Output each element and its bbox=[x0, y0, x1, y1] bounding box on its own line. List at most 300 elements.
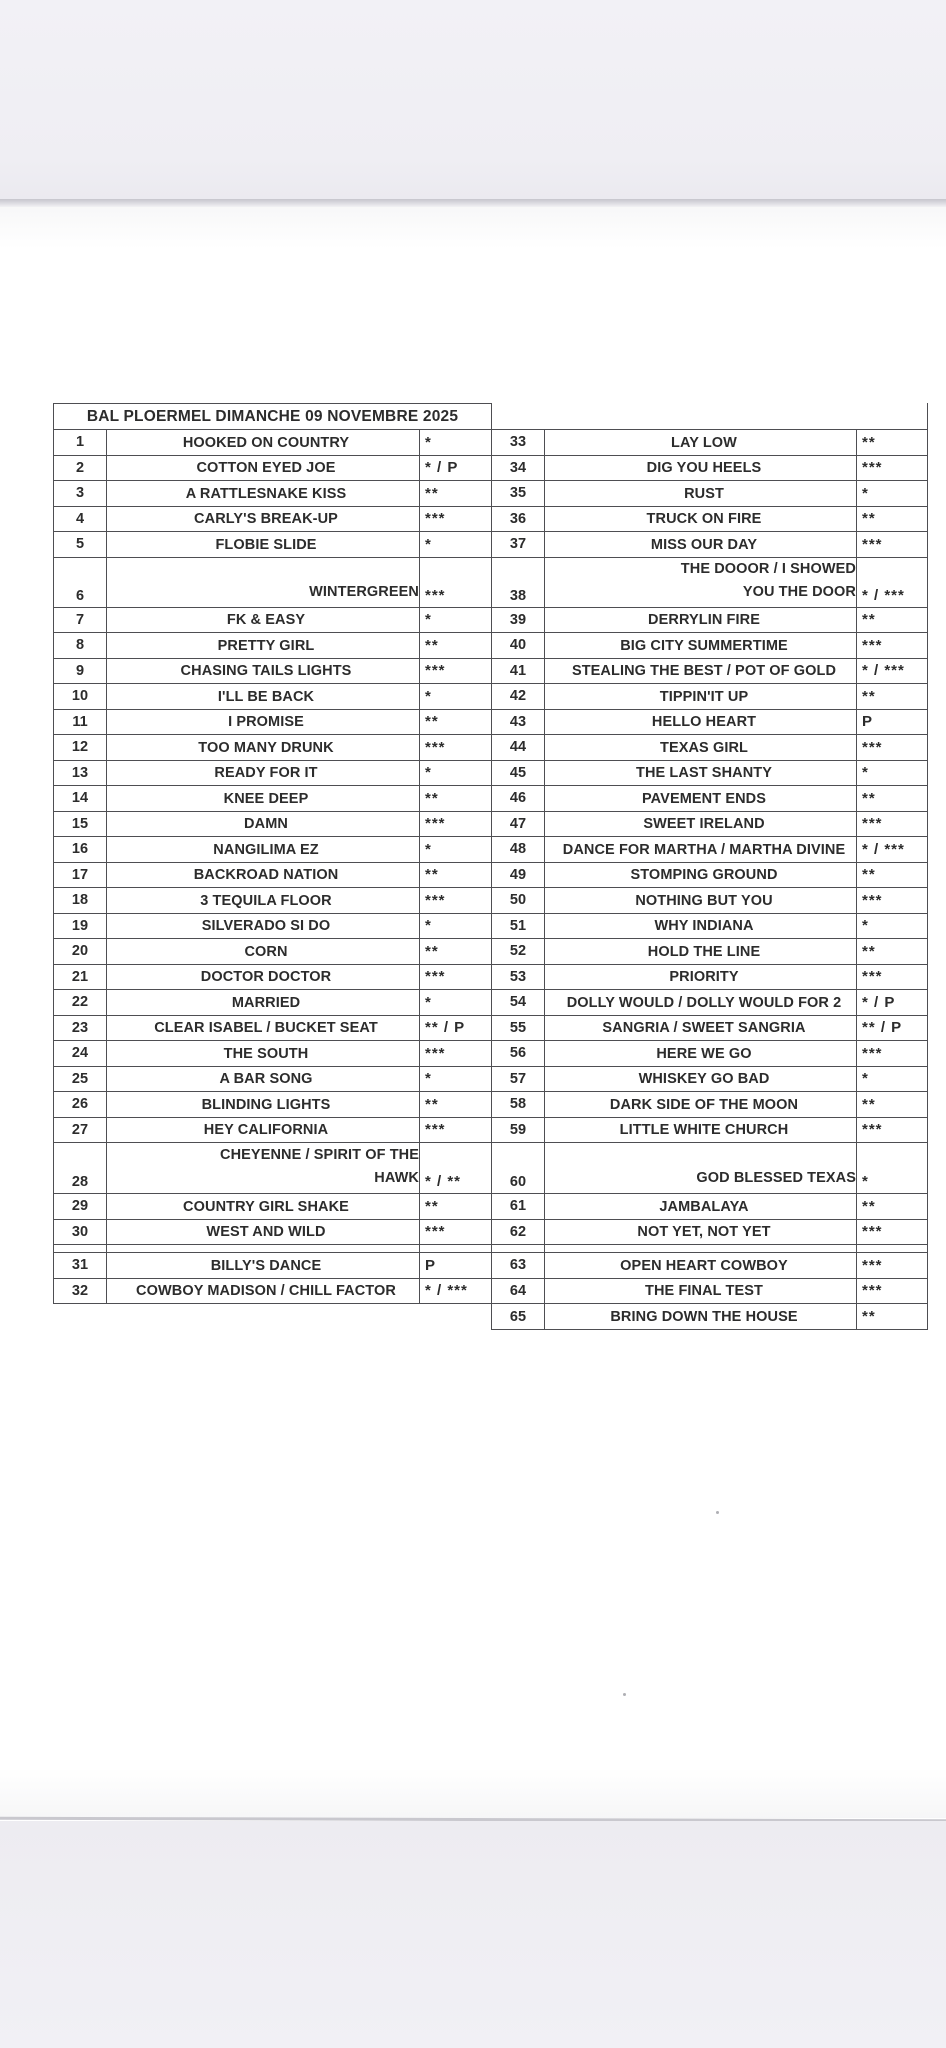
song-number: 5 bbox=[53, 532, 107, 558]
table-row bbox=[53, 1279, 928, 1305]
song-title-cell bbox=[107, 837, 420, 863]
song-title: HEY CALIFORNIA bbox=[203, 1122, 329, 1138]
song-number: 21 bbox=[53, 965, 107, 991]
song-title-cell bbox=[545, 456, 857, 482]
song-title: SANGRIA / SWEET SANGRIA bbox=[602, 1020, 806, 1036]
table-row bbox=[53, 1067, 928, 1093]
difficulty-marks: * bbox=[420, 430, 492, 456]
song-title: I PROMISE bbox=[228, 714, 304, 730]
header-void-cell bbox=[492, 403, 545, 430]
difficulty-marks: ** / P bbox=[857, 1016, 928, 1042]
song-title: COWBOY MADISON / CHILL FACTOR bbox=[136, 1283, 396, 1299]
song-title: WHY INDIANA bbox=[654, 918, 754, 934]
song-number: 16 bbox=[53, 837, 107, 863]
song-number: 57 bbox=[492, 1067, 545, 1093]
song-number: 30 bbox=[53, 1220, 107, 1246]
song-title-cell bbox=[545, 659, 857, 685]
song-title-cell bbox=[545, 837, 857, 863]
song-title: WHISKEY GO BAD bbox=[638, 1071, 770, 1087]
song-title: I'LL BE BACK bbox=[217, 688, 315, 705]
song-title-cell bbox=[545, 1220, 857, 1246]
song-title: PRIORITY bbox=[669, 969, 739, 985]
song-title-cell bbox=[545, 888, 857, 914]
difficulty-marks: *** bbox=[857, 1253, 928, 1279]
song-number: 27 bbox=[53, 1118, 107, 1144]
table-row bbox=[53, 1253, 928, 1279]
song-title: WINTERGREEN bbox=[309, 583, 419, 600]
song-number: 2 bbox=[53, 456, 107, 482]
table-row bbox=[53, 990, 928, 1016]
song-title-cell bbox=[107, 914, 420, 940]
song-title-cell bbox=[545, 735, 857, 761]
song-title-cell bbox=[107, 430, 420, 456]
song-number: 28 bbox=[53, 1143, 107, 1194]
song-number: 24 bbox=[53, 1041, 107, 1067]
difficulty-marks bbox=[420, 1245, 492, 1253]
table-row bbox=[53, 735, 928, 761]
song-title-cell bbox=[107, 1279, 420, 1305]
difficulty-marks: ** bbox=[857, 608, 928, 634]
song-title-cell bbox=[545, 608, 857, 634]
difficulty-marks: ** bbox=[420, 633, 492, 659]
difficulty-marks: *** bbox=[420, 1118, 492, 1144]
song-number: 64 bbox=[492, 1279, 545, 1305]
song-title: GOD BLESSED TEXAS bbox=[696, 1170, 856, 1186]
song-number: 22 bbox=[53, 990, 107, 1016]
song-title-cell bbox=[107, 608, 420, 634]
difficulty-marks: ** bbox=[420, 1092, 492, 1118]
song-number: 34 bbox=[492, 456, 545, 482]
song-title: BLINDING LIGHTS bbox=[201, 1096, 331, 1113]
song-number: 26 bbox=[53, 1092, 107, 1118]
song-title-cell bbox=[107, 1118, 420, 1144]
song-number: 9 bbox=[53, 659, 107, 685]
difficulty-marks: ** bbox=[857, 1304, 928, 1330]
song-title-cell bbox=[107, 965, 420, 991]
difficulty-marks: *** bbox=[420, 965, 492, 991]
table-row bbox=[53, 761, 928, 787]
difficulty-marks: * bbox=[857, 1067, 928, 1093]
table-row bbox=[53, 1245, 928, 1253]
table-row bbox=[53, 430, 928, 456]
song-title: HOLD THE LINE bbox=[647, 943, 761, 960]
difficulty-marks: *** bbox=[857, 1041, 928, 1067]
song-title-cell bbox=[545, 990, 857, 1016]
song-title-line2: YOU THE DOOR bbox=[738, 583, 856, 600]
song-title-cell bbox=[545, 914, 857, 940]
song-title-cell bbox=[107, 456, 420, 482]
song-title-cell bbox=[545, 430, 857, 456]
difficulty-marks: * bbox=[857, 761, 928, 787]
difficulty-marks: * / *** bbox=[857, 558, 928, 608]
table-row bbox=[53, 812, 928, 838]
table-header-row bbox=[53, 403, 928, 430]
difficulty-marks: ** bbox=[857, 939, 928, 965]
song-title-cell bbox=[545, 1118, 857, 1144]
song-title: HELLO HEART bbox=[651, 714, 757, 730]
song-title: THE FINAL TEST bbox=[645, 1283, 763, 1299]
difficulty-marks: *** bbox=[857, 1279, 928, 1305]
song-number: 49 bbox=[492, 863, 545, 889]
song-number: 38 bbox=[492, 558, 545, 608]
song-number: 25 bbox=[53, 1067, 107, 1093]
song-title-cell bbox=[545, 1041, 857, 1067]
difficulty-marks: ** bbox=[420, 863, 492, 889]
song-title: HERE WE GO bbox=[656, 1045, 752, 1062]
difficulty-marks: ** bbox=[420, 786, 492, 812]
song-title: HOOKED ON COUNTRY bbox=[182, 434, 350, 451]
song-title-cell bbox=[545, 684, 857, 710]
paper-speck bbox=[716, 1511, 719, 1514]
song-title: KNEE DEEP bbox=[223, 790, 309, 807]
song-title: CARLY'S BREAK-UP bbox=[194, 511, 338, 527]
difficulty-marks: * / *** bbox=[857, 837, 928, 863]
difficulty-marks: ** bbox=[420, 939, 492, 965]
song-title-cell bbox=[107, 659, 420, 685]
song-number: 59 bbox=[492, 1118, 545, 1144]
song-title: NOT YET, NOT YET bbox=[637, 1224, 771, 1240]
difficulty-marks: ** bbox=[420, 1194, 492, 1220]
song-title: FLOBIE SLIDE bbox=[215, 536, 317, 553]
song-number: 65 bbox=[492, 1304, 545, 1330]
song-number: 40 bbox=[492, 633, 545, 659]
song-title: BIG CITY SUMMERTIME bbox=[620, 637, 788, 654]
table-row bbox=[53, 633, 928, 659]
table-row bbox=[53, 558, 928, 608]
difficulty-marks: * bbox=[420, 990, 492, 1016]
difficulty-marks: *** bbox=[420, 507, 492, 533]
song-title-cell bbox=[545, 1245, 857, 1253]
song-number: 42 bbox=[492, 684, 545, 710]
song-title-cell bbox=[107, 1245, 420, 1253]
song-title-cell bbox=[107, 735, 420, 761]
table-row bbox=[53, 914, 928, 940]
song-title: BRING DOWN THE HOUSE bbox=[610, 1309, 798, 1325]
difficulty-marks: * bbox=[420, 914, 492, 940]
song-title: A BAR SONG bbox=[219, 1071, 313, 1087]
song-title: COTTON EYED JOE bbox=[196, 460, 336, 476]
difficulty-marks: * bbox=[420, 684, 492, 710]
song-table-body bbox=[53, 430, 928, 1330]
difficulty-marks: *** bbox=[420, 735, 492, 761]
song-title-cell bbox=[545, 1092, 857, 1118]
table-row bbox=[53, 1194, 928, 1220]
song-title-cell bbox=[107, 1143, 420, 1194]
song-number: 3 bbox=[53, 481, 107, 507]
table-row bbox=[53, 965, 928, 991]
song-title-cell bbox=[107, 633, 420, 659]
song-title: NANGILIMA EZ bbox=[213, 841, 319, 858]
song-title-cell bbox=[545, 761, 857, 787]
header-void-cell bbox=[545, 403, 857, 430]
song-title-cell bbox=[545, 532, 857, 558]
difficulty-marks: *** bbox=[857, 812, 928, 838]
song-title-cell bbox=[545, 1194, 857, 1220]
song-list-table bbox=[53, 403, 928, 1330]
song-title-cell bbox=[107, 1067, 420, 1093]
song-title-cell bbox=[545, 1253, 857, 1279]
song-title-cell bbox=[107, 812, 420, 838]
song-number: 7 bbox=[53, 608, 107, 634]
difficulty-marks: ** bbox=[857, 786, 928, 812]
difficulty-marks: ** bbox=[857, 863, 928, 889]
table-row bbox=[53, 456, 928, 482]
difficulty-marks: ** bbox=[857, 430, 928, 456]
difficulty-marks bbox=[857, 1245, 928, 1253]
song-title-cell bbox=[107, 761, 420, 787]
song-title: CLEAR ISABEL / BUCKET SEAT bbox=[154, 1020, 378, 1036]
difficulty-marks: * bbox=[420, 1067, 492, 1093]
song-number: 50 bbox=[492, 888, 545, 914]
song-title: OPEN HEART COWBOY bbox=[620, 1257, 788, 1274]
song-number: 46 bbox=[492, 786, 545, 812]
song-title: DIG YOU HEELS bbox=[646, 460, 762, 476]
table-row bbox=[53, 837, 928, 863]
song-title-cell bbox=[545, 939, 857, 965]
song-title: NOTHING BUT YOU bbox=[635, 892, 773, 909]
song-number: 54 bbox=[492, 990, 545, 1016]
difficulty-marks: ** bbox=[857, 507, 928, 533]
song-number: 35 bbox=[492, 481, 545, 507]
table-row bbox=[53, 1304, 928, 1330]
song-title-cell bbox=[545, 863, 857, 889]
song-title-cell bbox=[107, 1220, 420, 1246]
song-number: 61 bbox=[492, 1194, 545, 1220]
song-number: 17 bbox=[53, 863, 107, 889]
song-number: 8 bbox=[53, 633, 107, 659]
table-row bbox=[53, 888, 928, 914]
background-band-top bbox=[0, 0, 946, 199]
song-number: 47 bbox=[492, 812, 545, 838]
song-number: 45 bbox=[492, 761, 545, 787]
song-number: 56 bbox=[492, 1041, 545, 1067]
song-number: 10 bbox=[53, 684, 107, 710]
paper-speck bbox=[623, 1693, 626, 1696]
difficulty-marks: * bbox=[420, 837, 492, 863]
song-title-cell bbox=[107, 1092, 420, 1118]
difficulty-marks: * bbox=[857, 914, 928, 940]
difficulty-marks: *** bbox=[857, 1118, 928, 1144]
song-number: 12 bbox=[53, 735, 107, 761]
difficulty-marks: * bbox=[857, 481, 928, 507]
song-title-cell bbox=[107, 1016, 420, 1042]
table-row bbox=[53, 863, 928, 889]
song-number: 62 bbox=[492, 1220, 545, 1246]
table-row bbox=[53, 1220, 928, 1246]
song-title-cell bbox=[107, 863, 420, 889]
song-number: 1 bbox=[53, 430, 107, 456]
song-title-cell bbox=[107, 888, 420, 914]
song-number: 19 bbox=[53, 914, 107, 940]
table-row bbox=[53, 1016, 928, 1042]
difficulty-marks: *** bbox=[857, 888, 928, 914]
song-number: 11 bbox=[53, 710, 107, 736]
paper-top-shading bbox=[0, 207, 946, 249]
song-number: 4 bbox=[53, 507, 107, 533]
song-title-cell bbox=[545, 710, 857, 736]
difficulty-marks: * / *** bbox=[420, 1279, 492, 1305]
song-title: CHASING TAILS LIGHTS bbox=[180, 663, 352, 679]
song-title-cell bbox=[545, 633, 857, 659]
song-title-cell bbox=[545, 1067, 857, 1093]
difficulty-marks: *** bbox=[857, 1220, 928, 1246]
difficulty-marks: *** bbox=[857, 456, 928, 482]
difficulty-marks: ** / P bbox=[420, 1016, 492, 1042]
table-row bbox=[53, 659, 928, 685]
song-title-cell bbox=[107, 1304, 420, 1330]
song-number: 31 bbox=[53, 1253, 107, 1279]
song-number: 52 bbox=[492, 939, 545, 965]
song-number: 55 bbox=[492, 1016, 545, 1042]
song-title-cell bbox=[107, 1041, 420, 1067]
table-row bbox=[53, 684, 928, 710]
difficulty-marks: * / P bbox=[420, 456, 492, 482]
song-number bbox=[53, 1245, 107, 1253]
song-title: JAMBALAYA bbox=[659, 1198, 749, 1215]
difficulty-marks: *** bbox=[857, 532, 928, 558]
table-row bbox=[53, 507, 928, 533]
paper-bottom-shading bbox=[0, 1768, 946, 1818]
song-title-cell bbox=[107, 786, 420, 812]
song-title: MISS OUR DAY bbox=[650, 536, 758, 553]
song-number: 37 bbox=[492, 532, 545, 558]
difficulty-marks: * bbox=[420, 761, 492, 787]
difficulty-marks: *** bbox=[857, 735, 928, 761]
song-title-cell bbox=[107, 990, 420, 1016]
table-row bbox=[53, 481, 928, 507]
difficulty-marks: P bbox=[420, 1253, 492, 1279]
table-row bbox=[53, 532, 928, 558]
table-row bbox=[53, 1118, 928, 1144]
song-title: 3 TEQUILA FLOOR bbox=[200, 892, 332, 909]
table-row bbox=[53, 608, 928, 634]
song-title: BACKROAD NATION bbox=[193, 867, 339, 883]
difficulty-marks: ** bbox=[857, 1092, 928, 1118]
difficulty-marks: * / P bbox=[857, 990, 928, 1016]
song-number: 58 bbox=[492, 1092, 545, 1118]
difficulty-marks: *** bbox=[420, 812, 492, 838]
song-number: 63 bbox=[492, 1253, 545, 1279]
song-title: TRUCK ON FIRE bbox=[646, 511, 762, 527]
table-row bbox=[53, 939, 928, 965]
background-band-bottom bbox=[0, 1821, 946, 2048]
header-void-cell bbox=[857, 403, 928, 430]
song-title: STEALING THE BEST / POT OF GOLD bbox=[571, 663, 837, 679]
difficulty-marks: * bbox=[420, 608, 492, 634]
difficulty-marks: * / *** bbox=[857, 659, 928, 685]
table-title: BAL PLOERMEL DIMANCHE 09 NOVEMBRE 2025 bbox=[53, 403, 492, 430]
song-title-cell bbox=[545, 1143, 857, 1194]
song-title: TEXAS GIRL bbox=[659, 739, 748, 756]
difficulty-marks bbox=[420, 1304, 492, 1330]
song-title: TOO MANY DRUNK bbox=[198, 739, 334, 756]
difficulty-marks: * / ** bbox=[420, 1143, 492, 1194]
song-title: A RATTLESNAKE KISS bbox=[185, 485, 347, 502]
difficulty-marks: * bbox=[420, 532, 492, 558]
difficulty-marks: P bbox=[857, 710, 928, 736]
song-title: LAY LOW bbox=[671, 434, 737, 451]
song-title-cell bbox=[545, 786, 857, 812]
song-title: STOMPING GROUND bbox=[630, 867, 778, 883]
song-number: 51 bbox=[492, 914, 545, 940]
song-title: PAVEMENT ENDS bbox=[641, 790, 767, 807]
difficulty-marks: *** bbox=[420, 659, 492, 685]
song-title: WEST AND WILD bbox=[206, 1224, 326, 1240]
song-number: 32 bbox=[53, 1279, 107, 1305]
song-title: LITTLE WHITE CHURCH bbox=[619, 1122, 789, 1138]
difficulty-marks: *** bbox=[420, 1041, 492, 1067]
song-title: DERRYLIN FIRE bbox=[648, 612, 760, 628]
song-number bbox=[53, 1304, 107, 1330]
song-title-cell bbox=[545, 1304, 857, 1330]
song-title-cell bbox=[545, 1016, 857, 1042]
song-title-cell bbox=[107, 481, 420, 507]
song-title: RUST bbox=[684, 485, 724, 502]
song-number: 6 bbox=[53, 558, 107, 608]
song-title: THE DOOOR / I SHOWED bbox=[680, 560, 856, 577]
difficulty-marks: *** bbox=[420, 1220, 492, 1246]
song-title-cell bbox=[107, 507, 420, 533]
song-number: 44 bbox=[492, 735, 545, 761]
table-row bbox=[53, 1041, 928, 1067]
song-title-cell bbox=[107, 1194, 420, 1220]
song-title: DOCTOR DOCTOR bbox=[200, 969, 332, 985]
song-title-cell bbox=[107, 939, 420, 965]
song-title: TIPPIN'IT UP bbox=[659, 688, 749, 705]
song-number: 20 bbox=[53, 939, 107, 965]
difficulty-marks: ** bbox=[857, 684, 928, 710]
song-title: DAMN bbox=[244, 816, 288, 832]
song-number: 36 bbox=[492, 507, 545, 533]
song-title: COUNTRY GIRL SHAKE bbox=[183, 1198, 349, 1215]
song-title-cell bbox=[545, 558, 857, 608]
difficulty-marks: ** bbox=[857, 1194, 928, 1220]
song-number: 33 bbox=[492, 430, 545, 456]
song-title-cell bbox=[545, 1279, 857, 1305]
song-number: 18 bbox=[53, 888, 107, 914]
song-number bbox=[492, 1245, 545, 1253]
song-number: 14 bbox=[53, 786, 107, 812]
song-title: SILVERADO SI DO bbox=[201, 918, 331, 934]
difficulty-marks: *** bbox=[420, 558, 492, 608]
song-title: READY FOR IT bbox=[214, 765, 318, 781]
song-number: 53 bbox=[492, 965, 545, 991]
difficulty-marks: *** bbox=[857, 965, 928, 991]
song-title-cell bbox=[107, 1253, 420, 1279]
song-title: PRETTY GIRL bbox=[217, 637, 315, 654]
song-number: 48 bbox=[492, 837, 545, 863]
song-title: THE SOUTH bbox=[223, 1045, 309, 1062]
song-number: 60 bbox=[492, 1143, 545, 1194]
song-title-cell bbox=[107, 532, 420, 558]
song-title: DARK SIDE OF THE MOON bbox=[609, 1096, 799, 1113]
song-title-line2: HAWK bbox=[374, 1170, 419, 1186]
difficulty-marks: * bbox=[857, 1143, 928, 1194]
song-title: BILLY'S DANCE bbox=[210, 1257, 322, 1274]
song-title-cell bbox=[545, 812, 857, 838]
table-row bbox=[53, 1092, 928, 1118]
song-number: 43 bbox=[492, 710, 545, 736]
song-title-cell bbox=[545, 507, 857, 533]
difficulty-marks: ** bbox=[420, 481, 492, 507]
difficulty-marks: ** bbox=[420, 710, 492, 736]
table-row bbox=[53, 786, 928, 812]
song-number: 23 bbox=[53, 1016, 107, 1042]
song-title: MARRIED bbox=[231, 994, 301, 1011]
song-title-cell bbox=[545, 481, 857, 507]
song-number: 15 bbox=[53, 812, 107, 838]
song-number: 39 bbox=[492, 608, 545, 634]
